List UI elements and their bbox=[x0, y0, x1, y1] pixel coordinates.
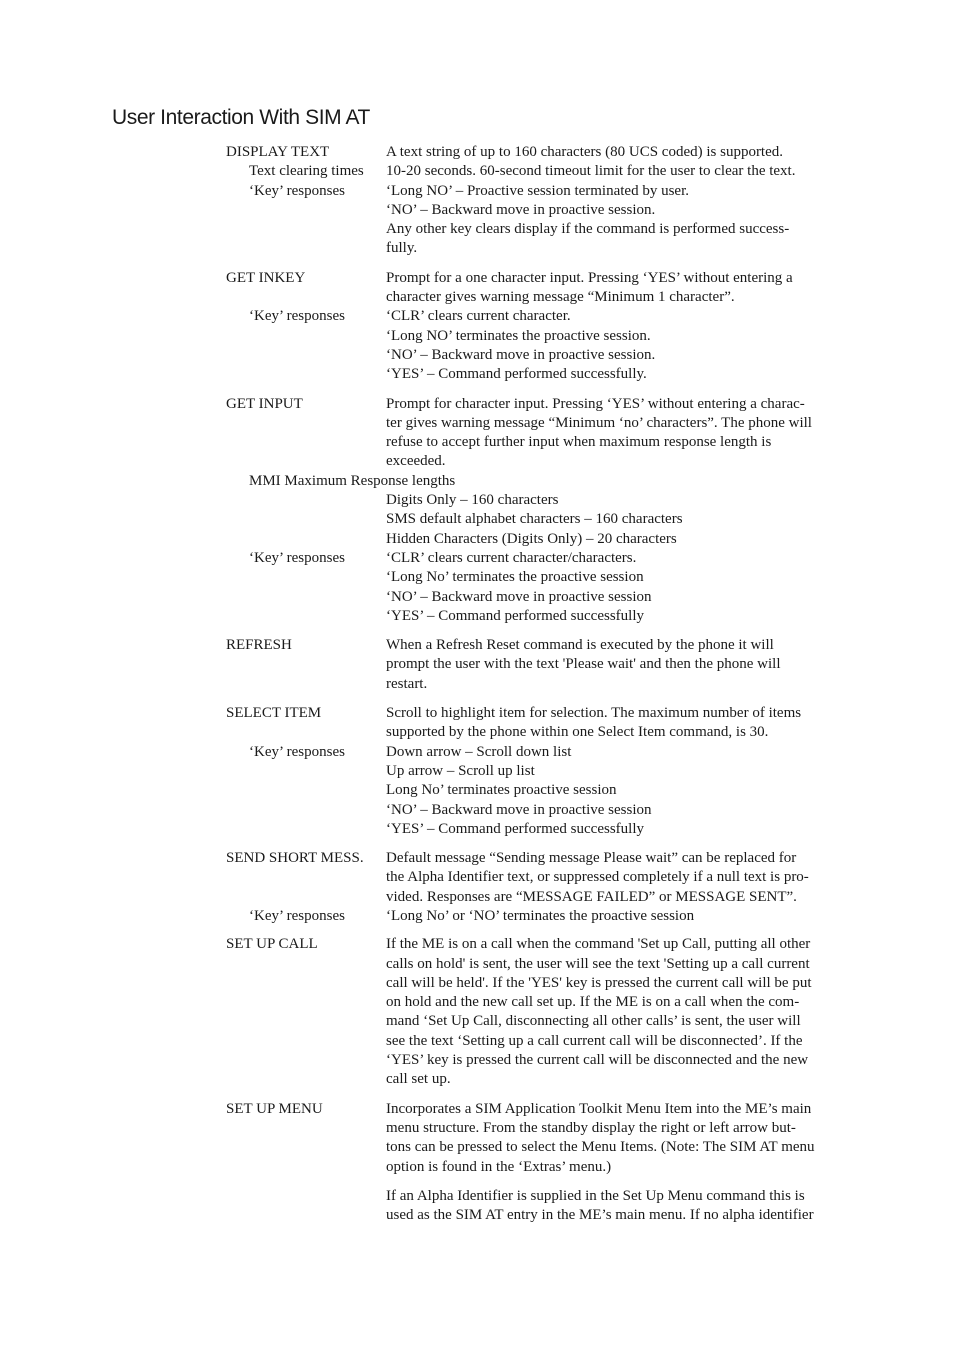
description-line: Any other key clears display if the command is performed success- bbox=[386, 221, 790, 238]
term-set-up-menu: SET UP MENU bbox=[226, 1100, 323, 1117]
subterm-text-clearing-times: Text clearing times bbox=[249, 163, 364, 180]
description-line: If the ME is on a call when the command 'Set up Call, putting all other bbox=[386, 936, 811, 953]
section-display-text bbox=[226, 143, 866, 259]
term-set-up-call: SET UP CALL bbox=[226, 936, 318, 953]
term-refresh: REFRESH bbox=[226, 637, 292, 654]
section-select-item bbox=[226, 704, 866, 839]
description-line: Up arrow – Scroll up list bbox=[386, 762, 535, 779]
subterm-key-responses: ‘Key’ responses bbox=[249, 907, 345, 924]
description-line: Incorporates a SIM Application Toolkit Menu Item into the ME’s main bbox=[386, 1100, 812, 1117]
description-line: A text string of up to 160 characters (80 UCS coded) is supported. bbox=[386, 144, 784, 160]
description-line: exceeded. bbox=[386, 453, 446, 470]
subterm-key-responses: ‘Key’ responses bbox=[249, 743, 345, 760]
description-line: used as the SIM AT entry in the ME’s main menu. If no alpha identifier bbox=[386, 1207, 814, 1224]
description-line: ‘CLR’ clears current character. bbox=[386, 308, 571, 325]
description-line: ‘YES’ – Command performed successfully bbox=[386, 820, 644, 837]
description-line: menu structure. From the standby display the right or left arrow but- bbox=[386, 1119, 796, 1136]
section-send-short-message bbox=[226, 849, 866, 926]
description-line: 10-20 seconds. 60-second timeout limit for the user to clear the text. bbox=[386, 163, 796, 180]
description-line: ‘NO’ – Backward move in proactive session. bbox=[386, 201, 656, 218]
description-line: the Alpha Identifier text, or suppressed completely if a null text is pro- bbox=[386, 869, 809, 886]
description-line: call set up. bbox=[386, 1071, 451, 1088]
description-line: on hold and the new call set up. If the ME is on a call when the com- bbox=[386, 994, 800, 1011]
description-line: vided. Responses are “MESSAGE FAILED” or MESSAGE SENT”. bbox=[386, 888, 797, 905]
description-line: If an Alpha Identifier is supplied in the Set Up Menu command this is bbox=[386, 1187, 805, 1204]
description-line: SMS default alphabet characters – 160 characters bbox=[386, 511, 683, 528]
description-line: tons can be pressed to select the Menu Items. (Note: The SIM AT menu bbox=[386, 1139, 815, 1156]
description-line: character gives warning message “Minimum 1 character”. bbox=[386, 289, 735, 306]
description-line: mand ‘Set Up Call, disconnecting all other calls’ is sent, the user will bbox=[386, 1013, 801, 1030]
description-line: ‘CLR’ clears current character/characters. bbox=[386, 549, 637, 566]
section-get-inkey bbox=[226, 269, 866, 385]
term-select-item: SELECT ITEM bbox=[226, 705, 322, 722]
description-line: ‘NO’ – Backward move in proactive session bbox=[386, 588, 652, 605]
description-line: Scroll to highlight item for selection. The maximum number of items bbox=[386, 705, 802, 722]
description-line: ‘Long No’ or ‘NO’ terminates the proactive session bbox=[386, 907, 695, 924]
description-line: ‘YES’ – Command performed successfully. bbox=[386, 366, 647, 383]
description-line: see the text ‘Setting up a call current call will be disconnected’. If the bbox=[386, 1032, 803, 1049]
description-line: call will be held'. If the 'YES' key is pressed the current call will be put bbox=[386, 974, 812, 991]
description-line: Down arrow – Scroll down list bbox=[386, 743, 572, 760]
subterm-key-responses: ‘Key’ responses bbox=[249, 308, 345, 325]
description-line: restart. bbox=[386, 675, 428, 692]
description-line: Long No’ terminates proactive session bbox=[386, 782, 617, 799]
description-line: fully. bbox=[386, 240, 418, 257]
description-line: Default message “Sending message Please wait” can be replaced for bbox=[386, 850, 797, 867]
description-line: Digits Only – 160 characters bbox=[386, 492, 559, 509]
description-line: supported by the phone within one Select Item command, is 30. bbox=[386, 724, 769, 741]
description-line: When a Refresh Reset command is executed by the phone it will bbox=[386, 637, 774, 654]
description-line: prompt the user with the text 'Please wait' and then the phone will bbox=[386, 656, 781, 673]
page-title: User Interaction With SIM AT bbox=[112, 106, 370, 129]
description-line: Hidden Characters (Digits Only) – 20 characters bbox=[386, 530, 677, 547]
description-line: ‘YES’ key is pressed the current call will be disconnected and the new bbox=[386, 1052, 809, 1069]
section-refresh bbox=[226, 636, 866, 694]
definition-list bbox=[226, 143, 866, 1225]
description-line: ‘Long No’ terminates the proactive session bbox=[386, 569, 644, 586]
section-get-input bbox=[226, 395, 866, 627]
subterm-key-responses: ‘Key’ responses bbox=[249, 182, 345, 199]
description-line: Prompt for character input. Pressing ‘YES’ without entering a charac- bbox=[386, 395, 805, 412]
term-get-inkey: GET INKEY bbox=[226, 269, 306, 286]
description-line: ‘NO’ – Backward move in proactive session bbox=[386, 801, 652, 818]
term-display-text: DISPLAY TEXT bbox=[226, 144, 330, 160]
description-line: ‘NO’ – Backward move in proactive session. bbox=[386, 346, 656, 363]
description-line: ‘Long NO’ terminates the proactive session. bbox=[386, 327, 651, 344]
section-set-up-call bbox=[226, 935, 866, 1089]
term-get-input: GET INPUT bbox=[226, 395, 303, 412]
description-line: ter gives warning message “Minimum ‘no’ characters”. The phone will bbox=[386, 414, 812, 431]
subterm-mmi-max-response-lengths: MMI Maximum Response lengths bbox=[249, 472, 456, 489]
subterm-key-responses: ‘Key’ responses bbox=[249, 549, 345, 566]
term-send-short-message: SEND SHORT MESS. bbox=[226, 850, 364, 867]
description-line: calls on hold' is sent, the user will see the text 'Setting up a call current bbox=[386, 955, 810, 972]
description-line: Prompt for a one character input. Pressing ‘YES’ without entering a bbox=[386, 269, 793, 286]
description-line: option is found in the ‘Extras’ menu.) bbox=[386, 1158, 612, 1175]
description-line: ‘Long NO’ – Proactive session terminated by user. bbox=[386, 182, 689, 199]
description-line: ‘YES’ – Command performed successfully bbox=[386, 607, 644, 624]
description-line: refuse to accept further input when maximum response length is bbox=[386, 434, 772, 451]
section-set-up-menu bbox=[226, 1100, 866, 1226]
